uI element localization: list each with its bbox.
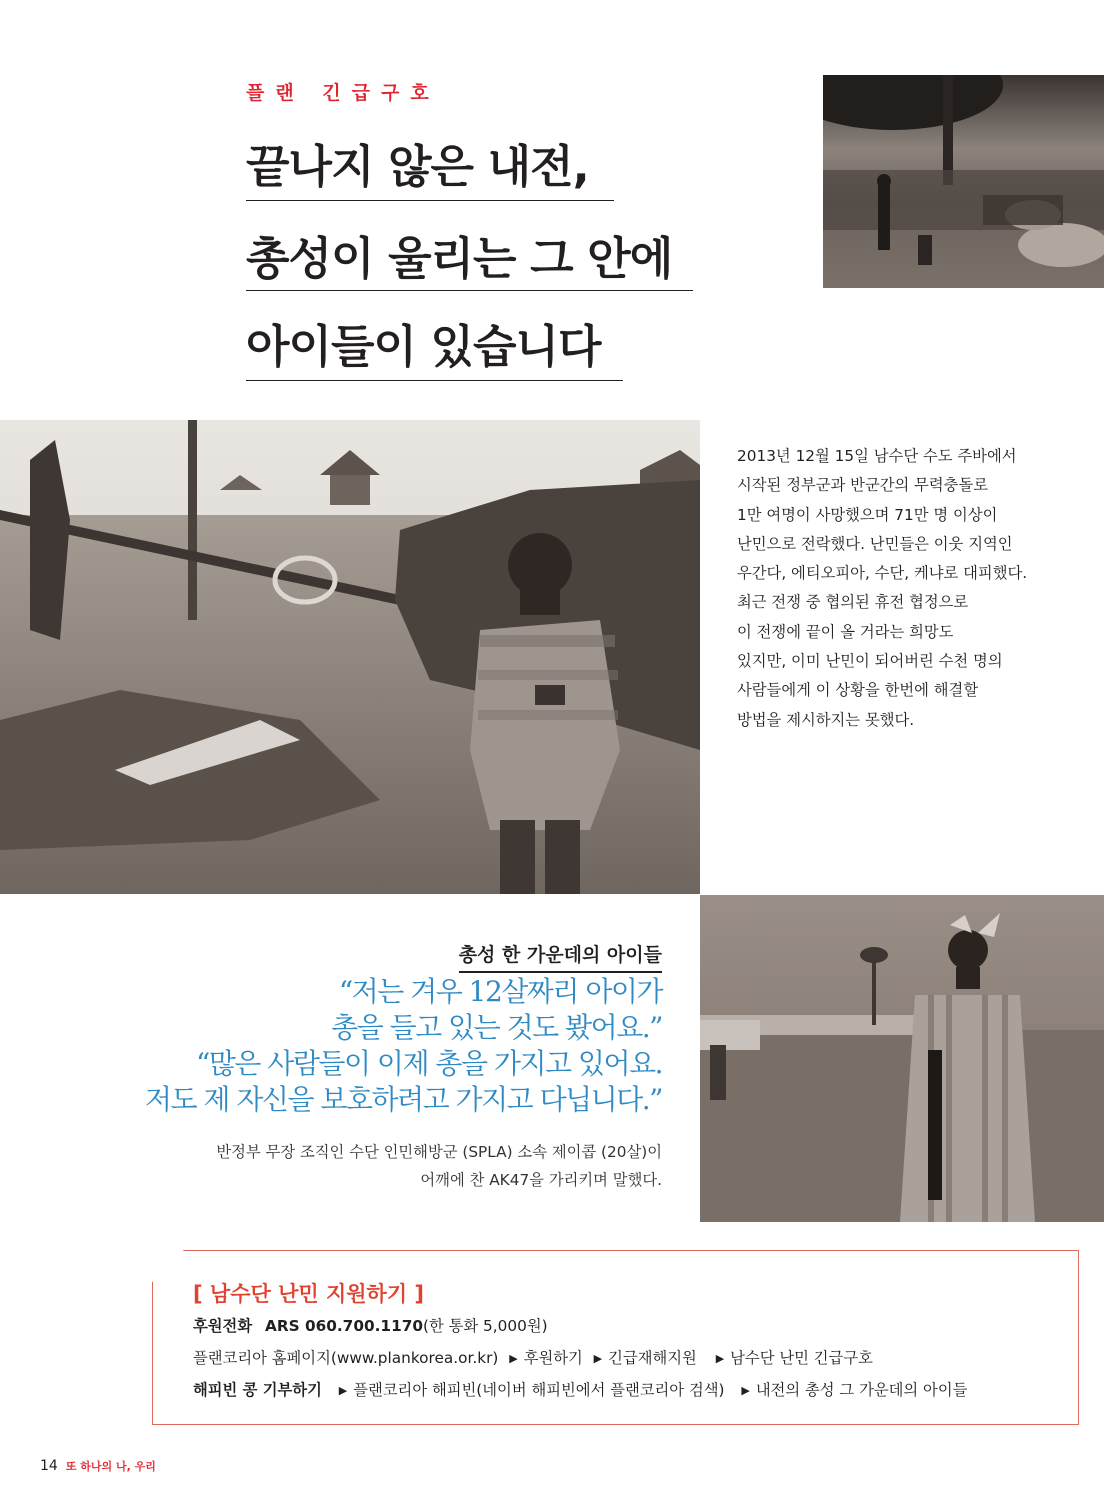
- magazine-name: 또 하나의 나, 우리: [65, 1460, 156, 1473]
- soldier-photo: [700, 895, 1104, 1222]
- camp-photo: [823, 75, 1104, 288]
- web-path-step: 긴급재해지원: [608, 1349, 697, 1367]
- phone-label: 후원전화: [193, 1317, 253, 1335]
- quote-line: 총을 들고 있는 것도 봤어요.”: [331, 1011, 662, 1044]
- quote-line: “많은 사람들이 이제 총을 가지고 있어요.: [196, 1047, 662, 1080]
- body-text: [737, 442, 1077, 735]
- body-line: 방법을 제시하지는 못했다.: [737, 710, 915, 729]
- quote-line: “저는 겨우 12살짜리 아이가: [338, 975, 662, 1008]
- body-line: 난민으로 전락했다. 난민들은 이웃 지역인: [737, 534, 1013, 553]
- boy-photo: [0, 420, 700, 894]
- arrow-right-icon: ▶: [338, 1384, 348, 1397]
- body-line: 1만 여명이 사망했으며 71만 명 이상이: [737, 505, 998, 524]
- quote-caption: [216, 1138, 662, 1194]
- headline-rule-3: [246, 380, 623, 381]
- quote-line: 저도 제 자신을 보호하려고 가지고 다닙니다.”: [144, 1083, 662, 1116]
- quote-subhead: 총성 한 가운데의 아이들: [459, 940, 662, 973]
- support-row-happybean: [193, 1378, 967, 1400]
- headline-line-3: 아이들이 있습니다: [246, 320, 601, 373]
- caption-line: 어깨에 찬 AK47을 가리키며 말했다.: [420, 1171, 662, 1189]
- body-line: 이 전쟁에 끝이 올 거라는 희망도: [737, 622, 954, 641]
- page-number: 14: [40, 1458, 58, 1474]
- caption-line: 반정부 무장 조직인 수단 인민해방군 (SPLA) 소속 제이콥 (20살)이: [216, 1143, 662, 1161]
- body-line: 우간다, 에티오피아, 수단, 케냐로 대피했다.: [737, 564, 1028, 583]
- web-path-step: 남수단 난민 긴급구호: [730, 1349, 873, 1367]
- web-path-step: 후원하기: [523, 1349, 583, 1367]
- headline-line-1: 끝나지 않은 내전,: [246, 140, 589, 193]
- headline-line-2: 총성이 울리는 그 안에: [246, 232, 673, 285]
- body-line: 시작된 정부군과 반군간의 무력충돌로: [737, 476, 989, 495]
- arrow-right-icon: ▶: [741, 1384, 750, 1397]
- body-line: 사람들에게 이 상황을 한번에 해결할: [737, 681, 979, 700]
- phone-value[interactable]: ARS 060.700.1170: [264, 1317, 424, 1335]
- kicker: 플랜 긴급구호: [246, 82, 440, 104]
- support-row-phone: [193, 1314, 548, 1336]
- headline-rule-1: [246, 200, 614, 201]
- support-box-corner: [152, 1250, 184, 1282]
- body-line: 최근 전쟁 중 협의된 휴전 협정으로: [737, 593, 969, 612]
- support-row-web: [193, 1346, 873, 1368]
- arrow-right-icon: ▶: [593, 1352, 603, 1365]
- body-line: 2013년 12월 15일 남수단 수도 주바에서: [737, 447, 1017, 465]
- web-link[interactable]: 플랜코리아 홈페이지(www.plankorea.or.kr): [193, 1349, 499, 1367]
- folio: [40, 1458, 156, 1474]
- arrow-right-icon: ▶: [509, 1352, 518, 1365]
- happybean-path-step[interactable]: 플랜코리아 해피빈(네이버 해피빈에서 플랜코리아 검색): [353, 1381, 725, 1399]
- arrow-right-icon: ▶: [715, 1352, 725, 1365]
- phone-note: (한 통화 5,000원): [423, 1317, 548, 1335]
- happybean-path-step: 내전의 총성 그 가운데의 아이들: [755, 1381, 968, 1399]
- pull-quote: [145, 974, 662, 1118]
- happybean-label: 해피빈 콩 기부하기: [193, 1381, 322, 1399]
- headline-rule-2: [246, 290, 693, 291]
- body-line: 있지만, 이미 난민이 되어버린 수천 명의: [737, 652, 1003, 671]
- support-box-title: [ 남수단 난민 지원하기 ]: [193, 1282, 425, 1306]
